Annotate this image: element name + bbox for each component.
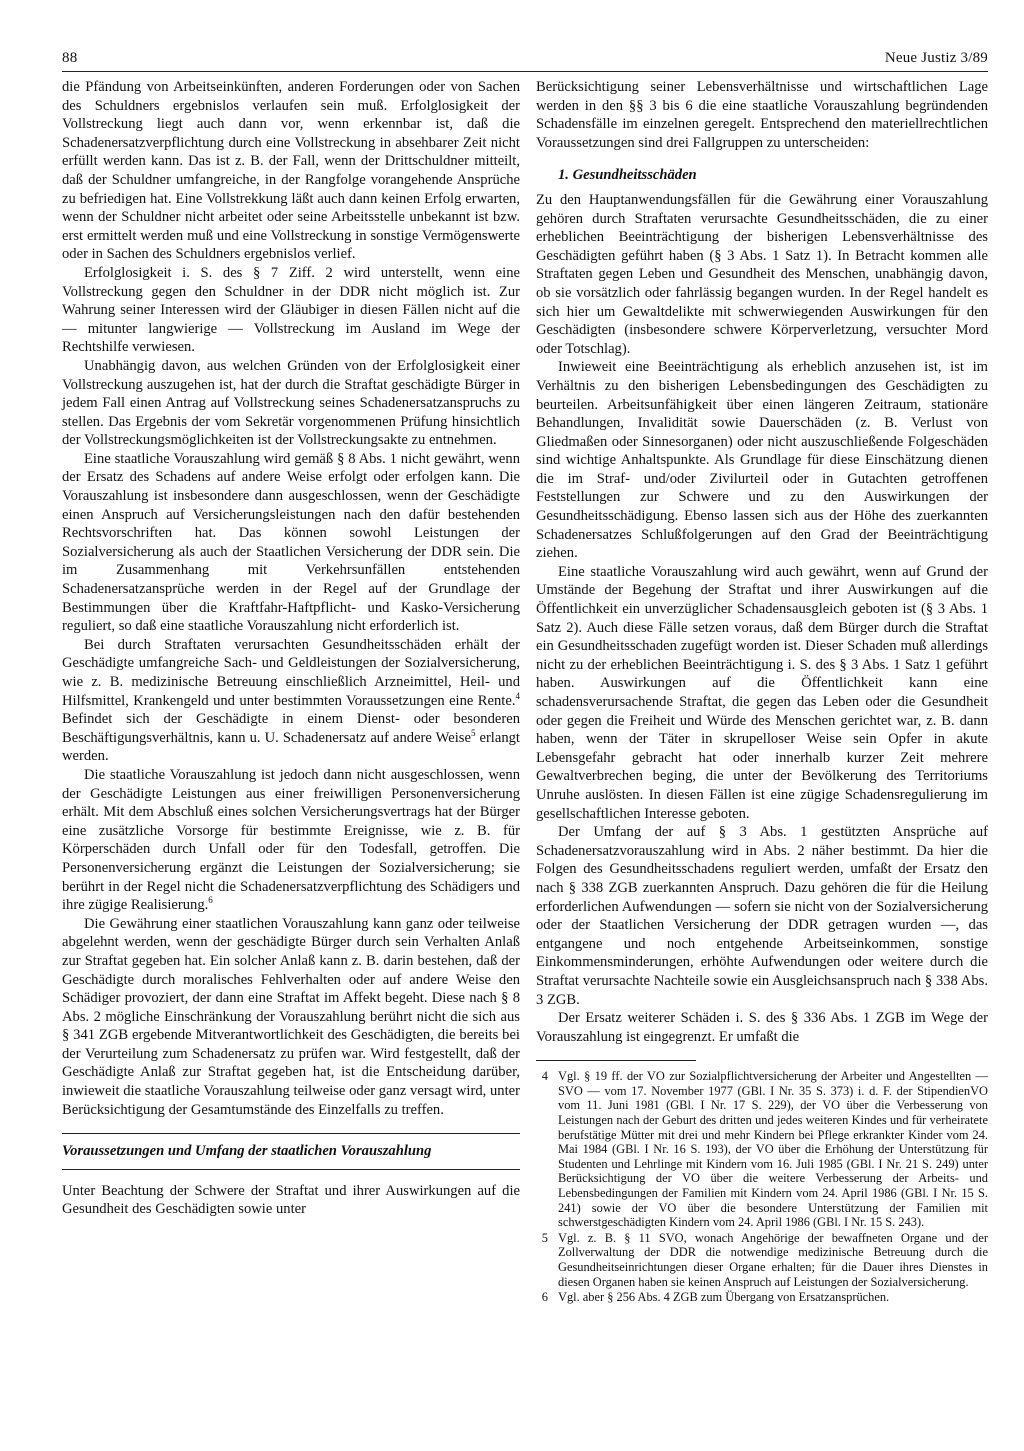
paragraph: Berücksichtigung seiner Lebensverhältnisse und wirtschaftlichen Lage werden in den §§ 3 bis 6 die eine staatliche Vorauszahlung begründenden Schadensfälle im einzelnen geregelt. Entsprechend den materiellrechtlichen Voraussetzungen sind drei Fallgruppen zu unterscheiden: (536, 79, 988, 151)
paragraph: Eine staatliche Vorauszahlung wird gemäß § 8 Abs. 1 nicht gewährt, wenn der Ersatz des Schadens auf andere Weise erfolgt oder erfolgen kann. Die Vorauszahlung ist insbesondere dann ausgeschlossen, wenn der Geschädigte einen Anspruch auf Versicherungsleistungen nach den dafür bestehenden Rechtsvorschriften hat. Das können sowohl Leistungen der Sozialversicherung als auch der Staatlichen Versicherung der DDR sein. Die im Zusammenhang mit Verkehrsunfällen entstehenden Schadenersatzansprüche werden in der Regel auf der Grundlage der Bestimmungen über die Kraftfahr-Haftpflicht- und Kasko-Versicherung reguliert, so daß eine staatliche Vorauszahlung nicht erforderlich ist. (62, 450, 520, 635)
paragraph: die Pfändung von Arbeitseinkünften, anderen Forderungen oder von Sachen des Schuldners ergebnislos verlaufen sein muß. Erfolglosigkeit der Vollstreckung liegt auch dann vor, wenn erkennbar ist, daß die Schadenersatzverpflichtung durch eine Vollstreckung in absehbarer Zeit nicht erfüllt werden kann. Das ist z. B. der Fall, wenn der Drittschuldner mitteilt, daß der Schuldner umfangreiche, in der Rangfolge vorangehende Ansprüche zu befriedigen hat. Eine Vollstrekkung läßt auch dann keinen Erfolg erwarten, wenn der Schuldner nicht arbeitet oder seine Arbeitsstelle unbekannt ist bzw. erst ermittelt werden muß und eine Vollstreckung in sonstige Vermögenswerte oder in Sachen des Schuldners ergebnislos verlief. (62, 79, 520, 263)
footnote-text: Vgl. § 19 ff. der VO zur Sozialpflichtversicherung der Arbeiter und Angestellten — SVO — vom 17. November 1977 (GBl. I Nr. 35 S. 373) i. d. F. der StipendienVO vom 11. Juni 1981 (GBl. I Nr. 17 S. 229), der VO über die Verbesserung von Leistungen nach der Geburt des dritten und jedes weiteren Kindes und für verheiratete berufstätige Mütter mit drei und mehr Kindern bei Pflege erkrankter Kinder vom 24. Mai 1984 (GBl. I Nr. 16 S. 193), der VO über die Erhöhung der Unterstützung für Studenten und Lehrlinge mit Kindern vom 16. Juli 1985 (GBl. I Nr. 21 S. 249) unter Berücksichtigung der VO über die weitere Verbesserung der Arbeits- und Lebensbedingungen der Familien mit Kindern vom 24. April 1986 (GBl. I Nr. 15 S. 241) sowie der VO über die besondere Unterstützung der Familien mit schwerstgeschädigten Kindern vom 24. April 1986 (GBl. I Nr. 15 S. 243). (558, 1069, 988, 1230)
left-column (62, 78, 520, 1219)
header-rule (62, 71, 988, 72)
footnote-rule (536, 1060, 696, 1061)
journal-title: Neue Justiz 3/89 (884, 50, 988, 66)
footnote-ref: 4 (515, 690, 520, 701)
paragraph: Unabhängig davon, aus welchen Gründen von der Erfolglosigkeit einer Vollstreckung auszugehen ist, hat der durch die Straftat geschädigte Bürger in jedem Fall einen Antrag auf Vollstreckung seines Schadenersatzanspruchs zu stellen. Das Ergebnis der vom Sekretär vorgenommenen Prüfung hinsichtlich der Vollstreckungsmöglichkeiten ist der Vollstreckungsakte zu entnehmen. (62, 357, 520, 449)
page-number: 88 (62, 50, 78, 66)
paragraph (62, 766, 520, 915)
footnote-number: 5 (541, 1230, 548, 1245)
paragraph-text: Bei durch Straftaten verursachten Gesundheitsschäden erhält der Geschädigte umfangreiche Sach- und Geldleistungen der Sozialversicherung, wie z. B. medizinische Betreuung einschließlich Arzneimittel, Heil- und Hilfsmittel, Krankengeld und unter bestimmten Voraussetzungen eine Rente. (62, 636, 520, 709)
paragraph: Inwieweit eine Beeinträchtigung als erheblich anzusehen ist, ist im Verhältnis zu den bisherigen Lebensbedingungen des Geschädigten zu beurteilen. Arbeitsunfähigkeit über einen längeren Zeitraum, stationäre Behandlungen, Invalidität sowie Dauerschäden (z. B. Verlust von Gliedmaßen oder Sinnesorganen) oder nicht auszuschließende Folgeschäden sind wichtige Anhaltspunkte. Als Grundlage für diese Einschätzung dienen die im Straf- und/oder Zivilurteil oder in Gutachten getroffenen Feststellungen zur Schwere und zu den Auswirkungen der Gesundheitsschädigung. Ebenso lassen sich aus der Höhe des zuerkannten Schadenersatzes Schlußfolgerungen auf den Grad der Beeinträchtigung ziehen. (536, 359, 988, 562)
footnote-ref: 5 (470, 727, 476, 738)
footnote (536, 1231, 988, 1289)
paragraph (62, 636, 520, 766)
paragraph: Der Umfang der auf § 3 Abs. 1 gestützten Ansprüche auf Schadenersatzvorauszahlung wird in Abs. 2 näher bestimmt. Da hier die Folgen des Gesundheitsschadens reguliert werden, umfaßt der Ersatz den nach § 338 ZGB zuerkannten Anspruch. Dazu gehören die für die Heilung erforderlichen Aufwendungen — sofern sie nicht von der Sozialversicherung oder der Staatlichen Versicherung der DDR getragen wurden —, das entgangene und noch entgehende Arbeitseinkommen, sonstige Einkommensminderungen, erhöhte Aufwendungen oder weitere durch die Straftat verursachte Nachteile sowie ein Ausgleichsanspruch nach § 338 Abs. 3 ZGB. (536, 824, 988, 1008)
right-column (536, 78, 988, 1306)
footnotes (536, 1069, 988, 1305)
section-heading: Voraussetzungen und Umfang der staatlichen Vorauszahlung (62, 1133, 520, 1170)
footnote (536, 1069, 988, 1230)
paragraph: Die Gewährung einer staatlichen Vorauszahlung kann ganz oder teilweise abgelehnt werden, wenn der geschädigte Bürger durch sein Verhalten Anlaß zur Straftat gegeben hat. Ein solcher Anlaß kann z. B. darin bestehen, daß der Geschädigte durch moralisches Fehlverhalten oder auf andere Weise den Schädiger provoziert, der dann eine Straftat im Affekt begeht. Diese nach § 8 Abs. 2 mögliche Einschränkung der Vorauszahlung berührt nicht die sich aus § 341 ZGB ergebende Mitverantwortlichkeit des Geschädigten, die bereits bei der Verurteilung zum Schadenersatz zu prüfen war. Wird festgestellt, daß der Geschädigte Anlaß zur Straftat gegeben hat, ist die Entscheidung darüber, inwieweit die staatliche Vorauszahlung teilweise oder ganz versagt wird, unter Berücksichtigung der Gesamtumstände des Einzelfalls zu treffen. (62, 915, 520, 1118)
paragraph: Unter Beachtung der Schwere der Straftat und ihrer Auswirkungen auf die Gesundheit des Geschädigten sowie unter (62, 1182, 520, 1218)
footnote-ref: 6 (208, 895, 213, 906)
paragraph-text: Befindet sich der Geschädigte in einem Dienst- oder besonderen Beschäftigungsverhältnis, kann u. U. Schadenersatz auf andere Weise (62, 711, 520, 746)
subheading: 1. Gesundheitsschäden (558, 167, 697, 184)
footnote-text: Vgl. z. B. § 11 SVO, wonach Angehörige der bewaffneten Organe und der Zollverwaltung der DDR die notwendige medizinische Betreuung durch die Gesundheitseinrichtungen dieser Organe erhalten; für die Dauer ihres Dienstes in diesen Organen haben sie keinen Anspruch auf Leistungen der Sozialversicherung. (558, 1230, 988, 1289)
paragraph-text: erlangt werden. (62, 729, 520, 765)
footnote (536, 1290, 988, 1305)
paragraph: Zu den Hauptanwendungsfällen für die Gewährung einer Vorauszahlung gehören durch Straftaten verursachte Gesundheitsschäden, die zu einer erheblichen Beeinträchtigung der bisherigen Lebensverhältnisse des Geschädigten geführt haben (§ 3 Abs. 1 Satz 1). In Betracht kommen alle Straftaten gegen Leben und Gesundheit des Menschen, unabhängig davon, ob sie vorsätzlich oder fahrlässig begangen wurden. In der Regel handelt es sich hier um Gewaltdelikte mit schwerwiegenden Auswirkungen für den Geschädigten (insbesondere schwere Körperverletzung, versuchter Mord oder Totschlag). (536, 191, 988, 357)
paragraph: Der Ersatz weiterer Schäden i. S. des § 336 Abs. 1 ZGB im Wege der Vorauszahlung ist eingegrenzt. Er umfaßt die (536, 1010, 988, 1045)
paragraph: Eine staatliche Vorauszahlung wird auch gewährt, wenn auf Grund der Umstände der Begehung der Straftat und ihrer Auswirkungen auf die Öffentlichkeit ein unverzüglicher Schadensausgleich geboten ist (§ 3 Abs. 1 Satz 2). Auch diese Fälle setzen voraus, daß dem Bürger durch die Straftat ein Gesundheitsschaden zugefügt worden ist. Dieser Schaden muß allerdings nicht zu der erheblichen Beeinträchtigung i. S. des § 3 Abs. 1 Satz 1 geführt haben. Auswirkungen auf die Öffentlichkeit kann eine schadensverursachende Straftat, die gegen das Leben oder die Gesundheit oder gegen die Freiheit und Würde des Menschen gerichtet war, z. B. dann haben, wenn der Täter in skrupelloser Weise sein Opfer in akute Lebensgefahr gebracht hat oder innerhalb kurzer Zeit mehrere Gewaltverbrechen beging, die unter der Bevölkerung des Territoriums Unruhe auslösten. In diesen Fällen ist eine zügige Schadensregulierung im gesellschaftlichen Interesse geboten. (536, 563, 988, 822)
footnote-text: Vgl. aber § 256 Abs. 4 ZGB zum Übergang von Ersatzansprüchen. (558, 1290, 890, 1305)
footnote-number: 6 (541, 1290, 548, 1305)
footnote-number: 4 (541, 1069, 548, 1084)
paragraph-text: Die staatliche Vorauszahlung ist jedoch dann nicht ausgeschlossen, wenn der Geschädigte Leistungen aus einer freiwilligen Personenversicherung erhält. Mit dem Abschluß eines solchen Versicherungsvertrags hat der Bürger eine zusätzliche Vorsorge für bestimmte Ereignisse, wie z. B. für Körperschäden durch Unfall oder für den Todesfall, getroffen. Die Personenversicherung ergänzt die Leistungen der Sozialversicherung; sie berührt in der Regel nicht die Schadenersatzverpflichtung des Schädigers und ihre zügige Realisierung. (62, 766, 520, 914)
paragraph: Erfolglosigkeit i. S. des § 7 Ziff. 2 wird unterstellt, wenn eine Vollstreckung gegen den Schuldner in der DDR nicht möglich ist. Zur Wahrung seiner Interessen wird der Gläubiger in diesen Fällen nicht auf die — mitunter langwierige — Vollstreckung im Ausland im Wege der Rechtshilfe verwiesen. (62, 264, 520, 356)
